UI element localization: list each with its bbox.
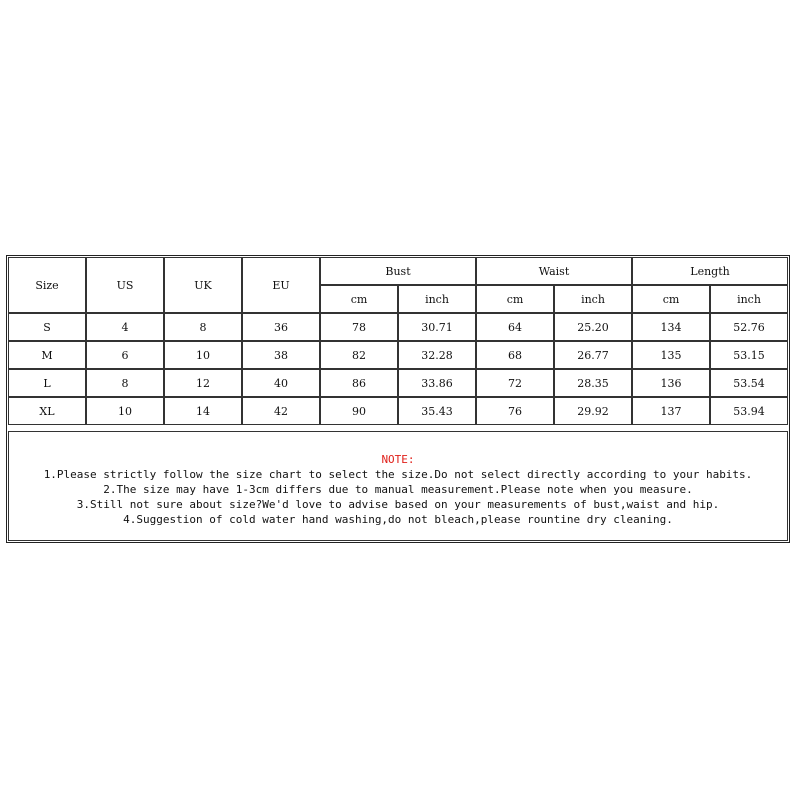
- cell-waist-cm: 68: [476, 341, 554, 369]
- cell-waist-inch: 26.77: [554, 341, 632, 369]
- header-length: Length: [632, 257, 788, 285]
- cell-bust-cm: 86: [320, 369, 398, 397]
- table-row: [8, 369, 788, 397]
- note-line-2: 2.The size may have 1-3cm differs due to manual measurement.Please note when you measure.: [103, 483, 693, 496]
- header-waist: Waist: [476, 257, 632, 285]
- subheader-bust-inch: inch: [398, 285, 476, 313]
- cell-length-cm: 134: [632, 313, 710, 341]
- cell-bust-cm: 82: [320, 341, 398, 369]
- cell-length-inch: 53.94: [710, 397, 788, 425]
- cell-uk: 10: [164, 341, 242, 369]
- cell-bust-cm: 90: [320, 397, 398, 425]
- cell-eu: 36: [242, 313, 320, 341]
- header-eu: EU: [242, 257, 320, 313]
- cell-uk: 8: [164, 313, 242, 341]
- cell-eu: 40: [242, 369, 320, 397]
- cell-bust-cm: 78: [320, 313, 398, 341]
- size-chart-table: [8, 257, 788, 425]
- header-size: Size: [8, 257, 86, 313]
- note-title: NOTE:: [381, 453, 415, 466]
- table-row: [8, 341, 788, 369]
- subheader-bust-cm: cm: [320, 285, 398, 313]
- cell-length-cm: 137: [632, 397, 710, 425]
- cell-length-inch: 53.15: [710, 341, 788, 369]
- note-line-1: 1.Please strictly follow the size chart to select the size.Do not select directly according to your habits.: [43, 468, 753, 481]
- subheader-length-inch: inch: [710, 285, 788, 313]
- cell-length-inch: 52.76: [710, 313, 788, 341]
- cell-waist-cm: 64: [476, 313, 554, 341]
- cell-size: L: [8, 369, 86, 397]
- note-line-3: 3.Still not sure about size?We'd love to advise based on your measurements of bust,waist and hip.: [76, 498, 720, 511]
- note-box: [8, 431, 788, 541]
- cell-us: 10: [86, 397, 164, 425]
- subheader-waist-inch: inch: [554, 285, 632, 313]
- cell-eu: 38: [242, 341, 320, 369]
- subheader-waist-cm: cm: [476, 285, 554, 313]
- cell-bust-inch: 35.43: [398, 397, 476, 425]
- cell-bust-inch: 30.71: [398, 313, 476, 341]
- cell-us: 6: [86, 341, 164, 369]
- cell-bust-inch: 32.28: [398, 341, 476, 369]
- cell-waist-cm: 72: [476, 369, 554, 397]
- cell-bust-inch: 33.86: [398, 369, 476, 397]
- cell-size: S: [8, 313, 86, 341]
- cell-us: 8: [86, 369, 164, 397]
- header-uk: UK: [164, 257, 242, 313]
- table-row: [8, 397, 788, 425]
- cell-length-inch: 53.54: [710, 369, 788, 397]
- header-row: [8, 257, 788, 285]
- cell-uk: 12: [164, 369, 242, 397]
- cell-size: XL: [8, 397, 86, 425]
- cell-waist-inch: 28.35: [554, 369, 632, 397]
- subheader-length-cm: cm: [632, 285, 710, 313]
- cell-size: M: [8, 341, 86, 369]
- table-row: [8, 313, 788, 341]
- header-bust: Bust: [320, 257, 476, 285]
- cell-waist-inch: 29.92: [554, 397, 632, 425]
- cell-us: 4: [86, 313, 164, 341]
- cell-eu: 42: [242, 397, 320, 425]
- cell-uk: 14: [164, 397, 242, 425]
- cell-length-cm: 135: [632, 341, 710, 369]
- header-us: US: [86, 257, 164, 313]
- cell-waist-inch: 25.20: [554, 313, 632, 341]
- cell-waist-cm: 76: [476, 397, 554, 425]
- cell-length-cm: 136: [632, 369, 710, 397]
- note-line-4: 4.Suggestion of cold water hand washing,do not bleach,please rountine dry cleaning.: [123, 513, 673, 526]
